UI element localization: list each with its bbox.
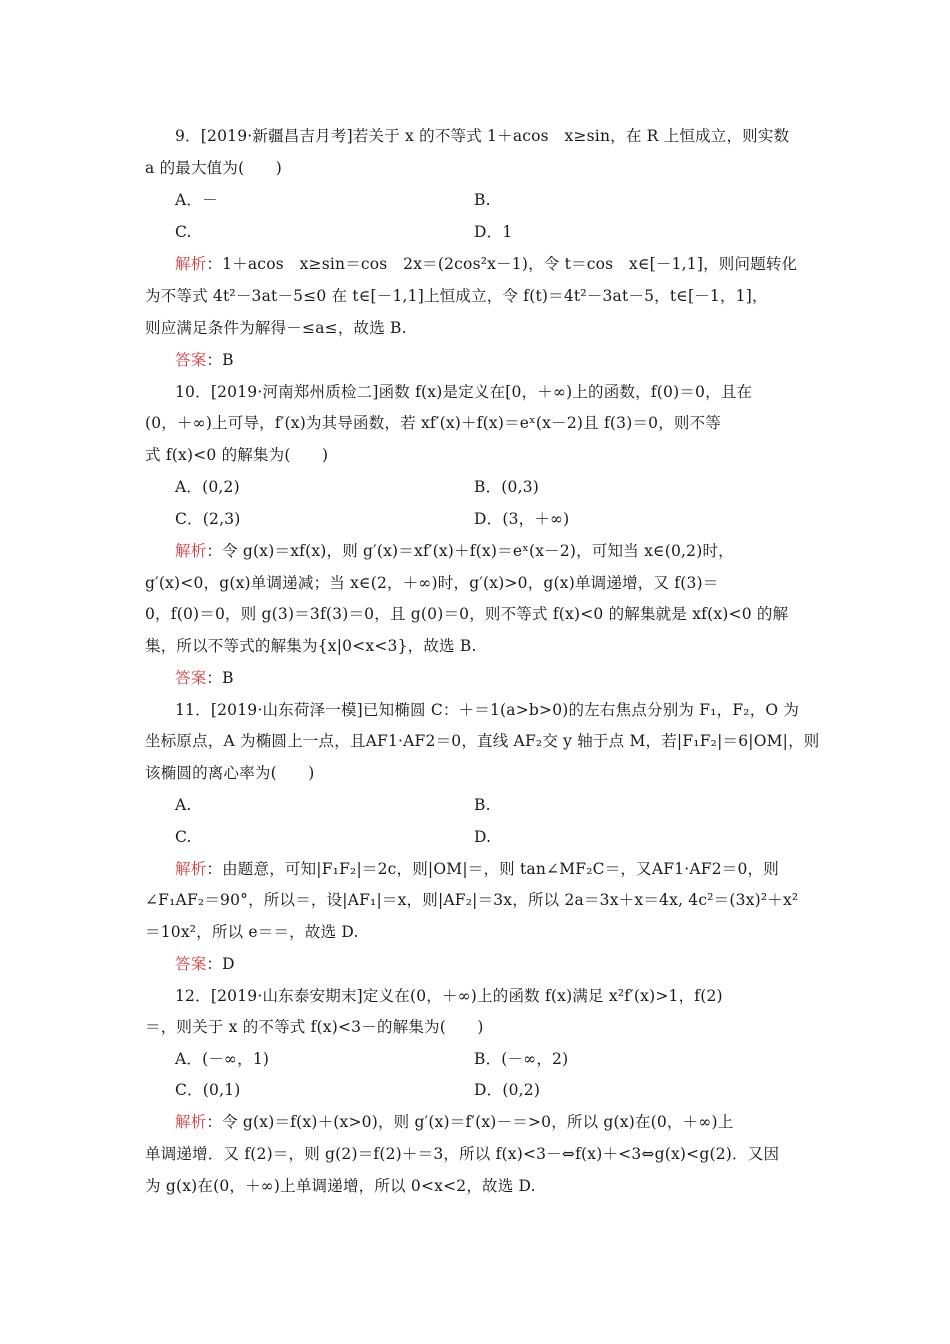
- q9-analysis-line1: [175, 254, 797, 274]
- q9-analysis-line3: 则应满足条件为解得－≤a≤，故选 B.: [145, 319, 407, 337]
- q10-option-b: B．(0,3): [474, 478, 540, 496]
- q9-stem-line2: a 的最大值为( ): [145, 159, 282, 177]
- q10-analysis-line2: g′(x)<0，g(x)单调递减；当 x∈(2，＋∞)时，g′(x)>0，g(x)单调递增，又 f(3)＝: [145, 574, 719, 592]
- q11-option-c: C.: [175, 828, 192, 846]
- q9-option-b: B.: [474, 191, 491, 209]
- q9-answer: [175, 350, 234, 370]
- q9-analysis-line2: 为不等式 4t²－3at－5≤0 在 t∈[－1,1]上恒成立，令 f(t)＝4t²－3at－5，t∈[－1，1]，: [145, 287, 768, 305]
- q10-analysis-line4: 集，所以不等式的解集为{x|0<x<3}，故选 B.: [145, 637, 477, 655]
- q10-analysis-line3: 0，f(0)＝0，则 g(3)＝3f(3)＝0，且 g(0)＝0，则不等式 f(x)<0 的解集就是 xf(x)<0 的解: [145, 605, 789, 623]
- q12-analysis-line1: [175, 1112, 733, 1132]
- q10-option-c: C．(2,3): [175, 510, 241, 528]
- q10-stem-line3: 式 f(x)<0 的解集为( ): [145, 446, 329, 464]
- q12-stem-line1: 12．[2019·山东泰安期末]定义在(0，＋∞)上的函数 f(x)满足 x²f′(x)>1，f(2): [175, 987, 723, 1005]
- answer-label: 答案: [175, 955, 207, 973]
- q10-analysis-line1: [175, 541, 734, 561]
- q11-option-a: A.: [175, 796, 192, 814]
- answer-label: 答案: [175, 351, 207, 369]
- q11-analysis-line1: [175, 859, 779, 879]
- q11-analysis-line3: ＝10x²，所以 e＝＝，故选 D.: [145, 923, 359, 941]
- analysis-text: ：令 g(x)＝f(x)＋(x>0)，则 g′(x)＝f′(x)－＝>0，所以 g(x)在(0，＋∞)上: [206, 1113, 734, 1131]
- analysis-text: ：1＋acos x≥sin＝cos 2x＝(2cos²x－1)，令 t＝cos x∈[－1,1]，则问题转化: [206, 255, 798, 273]
- q11-option-b: B.: [474, 796, 491, 814]
- q10-option-d: D．(3，＋∞): [474, 510, 570, 528]
- analysis-label: 解析: [175, 860, 207, 878]
- q9-stem-line1: 9．[2019·新疆昌吉月考]若关于 x 的不等式 1＋acos x≥sin，在 R 上恒成立，则实数: [175, 127, 790, 145]
- analysis-label: 解析: [175, 542, 207, 560]
- answer-value: ：D: [206, 955, 235, 973]
- q11-stem-line2: 坐标原点，A 为椭圆上一点，且AF1·AF2＝0，直线 AF₂交 y 轴于点 M，若|F₁F₂|＝6|OM|，则: [145, 732, 820, 750]
- analysis-text: ：由题意，可知|F₁F₂|＝2c，则|OM|＝，则 tan∠MF₂C＝，又AF1·AF2＝0，则: [206, 860, 779, 878]
- answer-value: ：B: [206, 669, 234, 687]
- q12-stem-line2: ＝，则关于 x 的不等式 f(x)<3－的解集为( ): [145, 1018, 484, 1036]
- q12-option-d: D．(0,2): [474, 1081, 541, 1099]
- q11-option-d: D.: [474, 828, 492, 846]
- q9-option-a: A．－: [175, 191, 218, 209]
- q9-option-c: C.: [175, 223, 192, 241]
- q11-stem-line3: 该椭圆的离心率为( ): [145, 764, 315, 782]
- q10-answer: [175, 668, 234, 688]
- q10-stem-line1: 10．[2019·河南郑州质检二]函数 f(x)是定义在[0，＋∞)上的函数，f(0)＝0，且在: [175, 383, 753, 401]
- q12-option-b: B．(－∞，2): [474, 1050, 569, 1068]
- q12-analysis-line2: 单调递增．又 f(2)＝，则 g(2)＝f(2)＋＝3，所以 f(x)<3－⇔f(x)＋<3⇔g(x)<g(2)．又因: [145, 1145, 780, 1163]
- analysis-label: 解析: [175, 255, 207, 273]
- q12-option-a: A．(－∞，1): [175, 1050, 270, 1068]
- q11-analysis-line2: ∠F₁AF₂＝90°，所以＝，设|AF₁|＝x，则|AF₂|＝3x，所以 2a＝3x＋x＝4x, 4c²＝(3x)²＋x²: [145, 891, 799, 909]
- q11-answer: [175, 954, 235, 974]
- q10-stem-line2: (0，＋∞)上可导，f′(x)为其导函数，若 xf′(x)＋f(x)＝eˣ(x－2)且 f(3)＝0，则不等: [145, 414, 722, 432]
- q11-stem-line1: 11．[2019·山东荷泽一模]已知椭圆 C：＋＝1(a>b>0)的左右焦点分别为 F₁，F₂，O 为: [175, 701, 800, 719]
- q12-option-c: C．(0,1): [175, 1081, 241, 1099]
- analysis-text: ：令 g(x)＝xf(x)，则 g′(x)＝xf′(x)＋f(x)＝eˣ(x－2)，可知当 x∈(0,2)时，: [206, 542, 734, 560]
- q9-option-d: D．1: [474, 223, 513, 241]
- answer-value: ：B: [206, 351, 234, 369]
- q10-option-a: A．(0,2): [175, 478, 240, 496]
- analysis-label: 解析: [175, 1113, 207, 1131]
- q12-analysis-line3: 为 g(x)在(0，＋∞)上单调递增，所以 0<x<2，故选 D.: [145, 1177, 536, 1195]
- answer-label: 答案: [175, 669, 207, 687]
